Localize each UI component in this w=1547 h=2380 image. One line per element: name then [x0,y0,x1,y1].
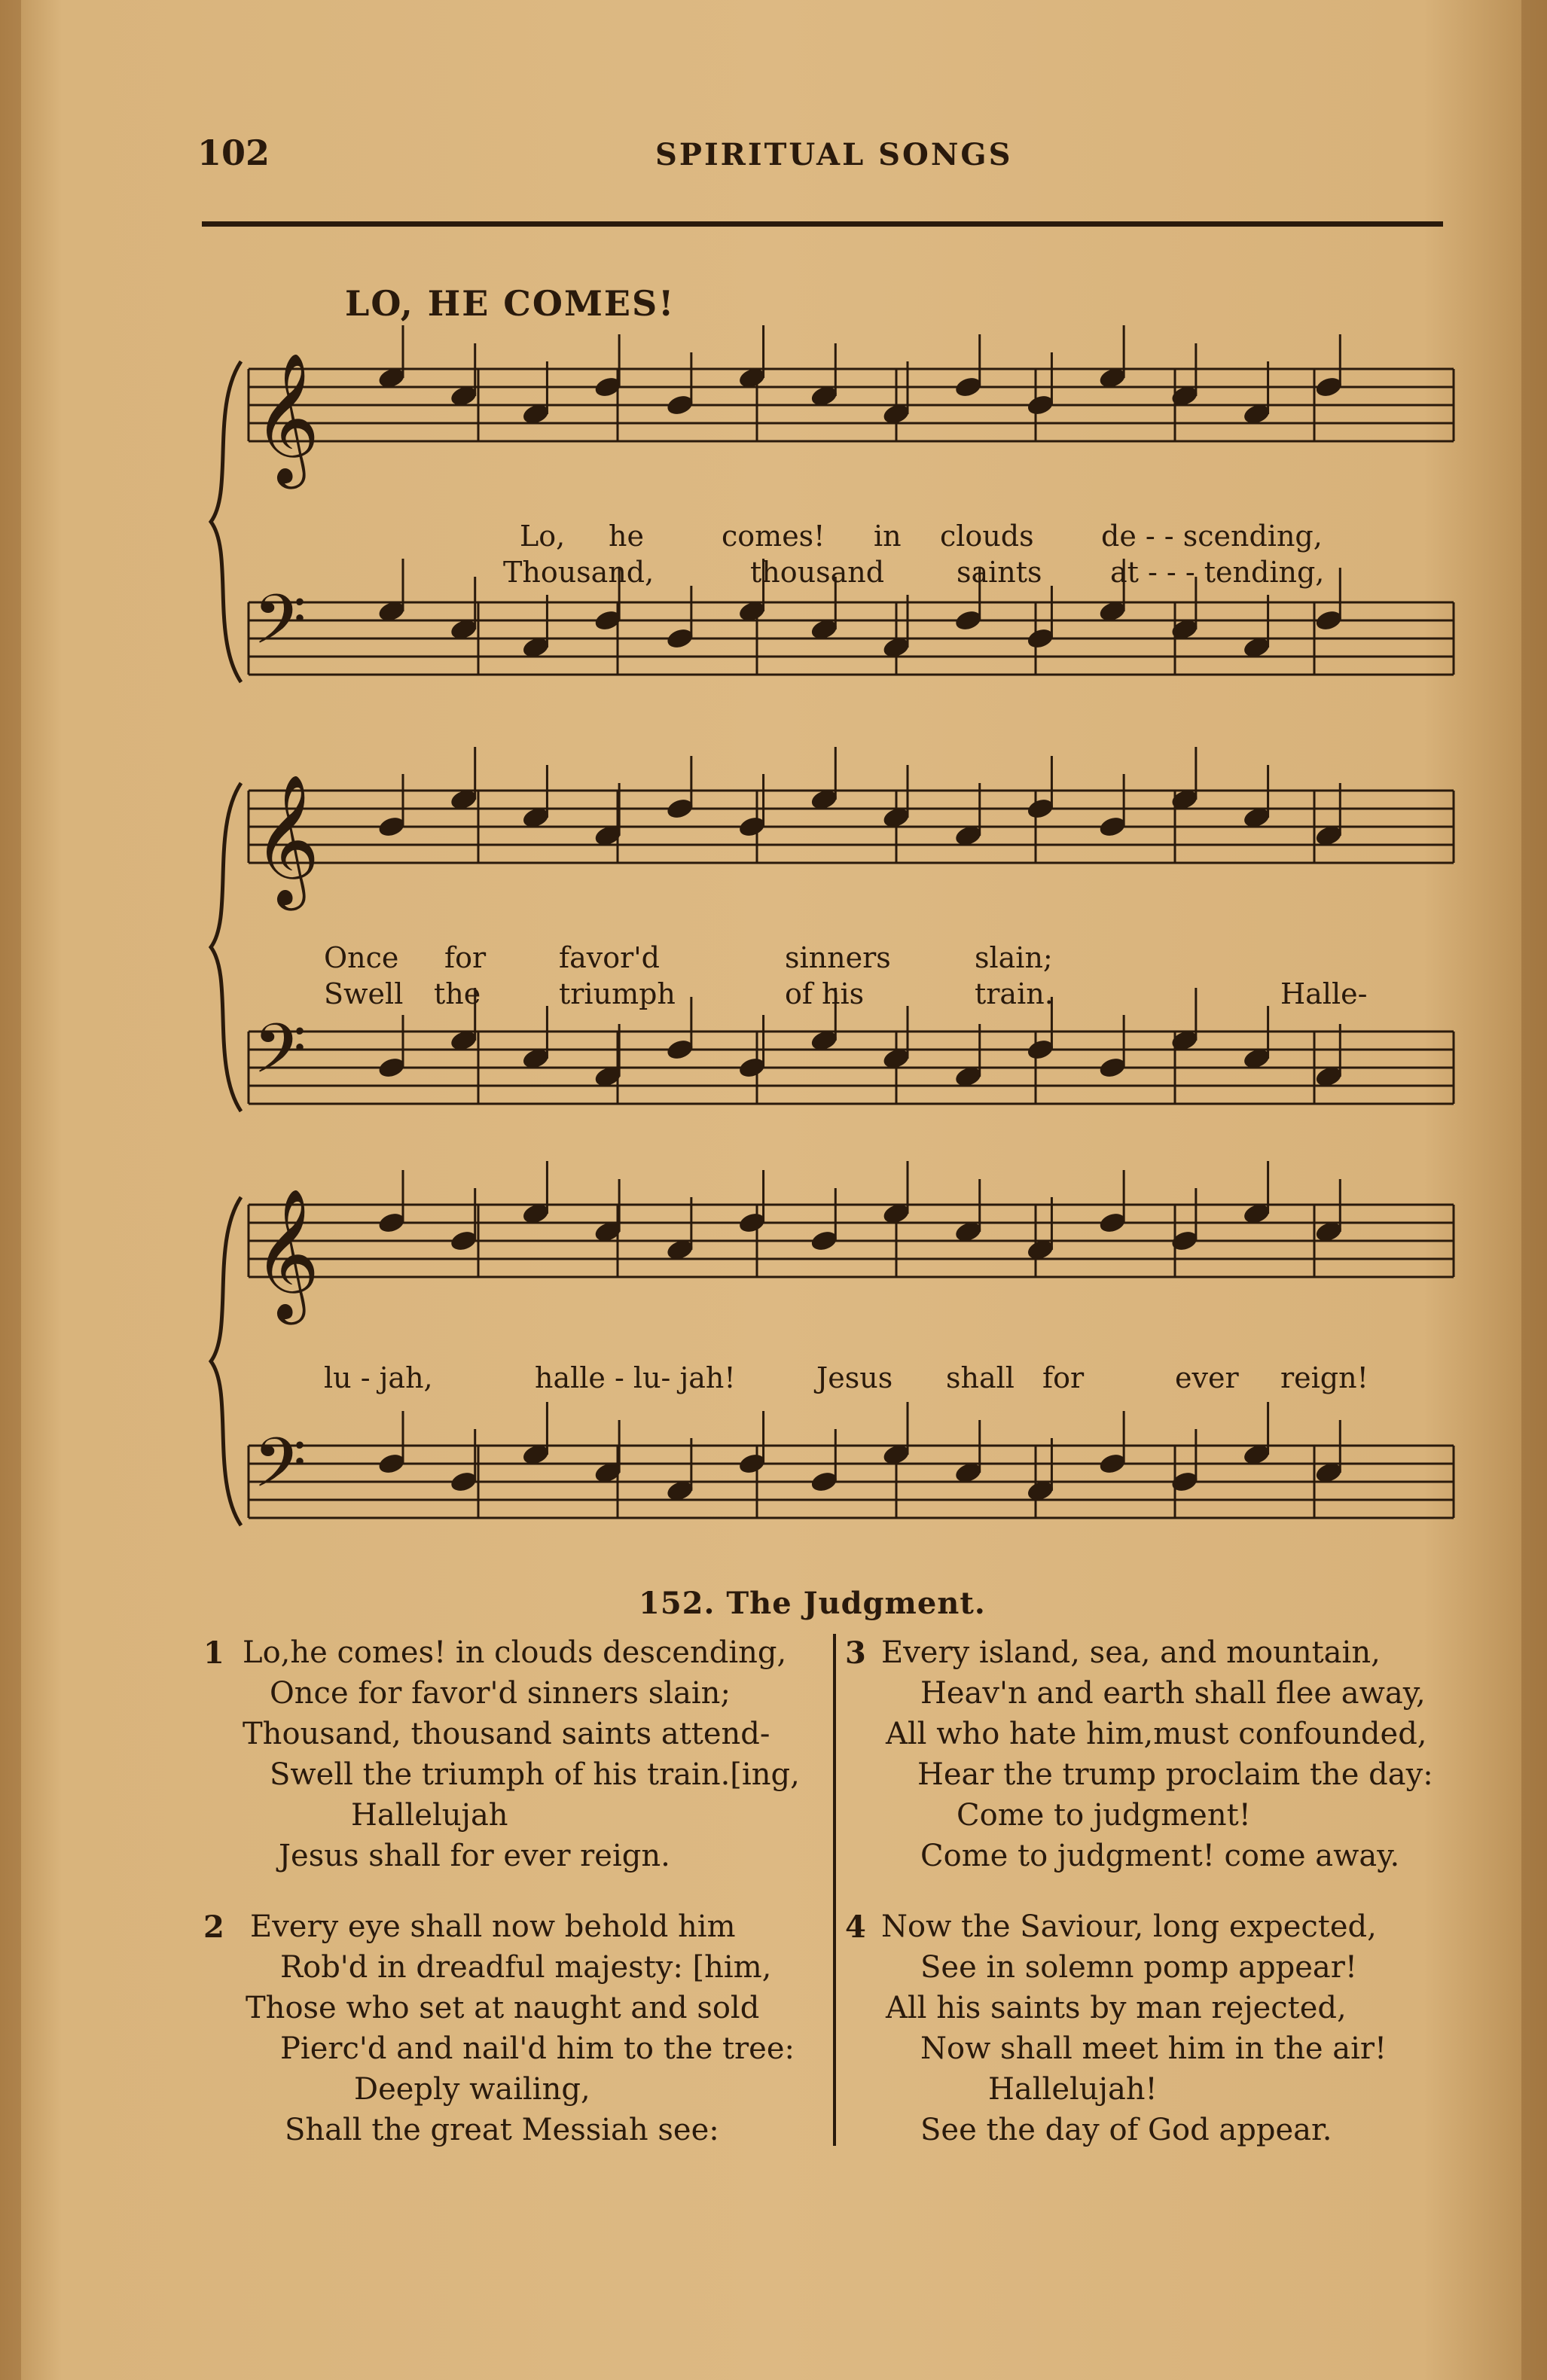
verse-2-line-4: Pierc'd and nail'd him to the tree: [280,2031,795,2066]
lyric-s2-top-5: slain; [975,941,1053,974]
bass-clef-icon: 𝄢 [253,1423,307,1519]
lyric-s2-bottom-5: train. [975,977,1054,1010]
lyric-s3-2: halle - lu- jah! [535,1361,736,1394]
lyric-s2-top-3: favor'd [559,941,661,974]
verse-1-line-4: Swell the triumph of his train.[ing, [270,1757,800,1792]
lyric-s1-top-1: Lo, [520,520,566,553]
lyric-s3-4: shall [946,1361,1015,1394]
running-head: SPIRITUAL SONGS [655,137,1013,172]
treble-clef-icon: 𝄞 [253,1188,320,1319]
song-title: LO, HE COMES! [345,283,676,324]
system-brace [211,783,241,1111]
verse-3-line-2: Heav'n and earth shall flee away, [920,1676,1426,1711]
system-brace [211,1197,241,1525]
verse-4-line-2: See in solemn pomp appear! [920,1950,1357,1985]
verse-1-line-6: Jesus shall for ever reign. [279,1839,670,1873]
verse-2-line-2: Rob'd in dreadful majesty: [him, [280,1950,772,1985]
verse-2-line-5: Deeply wailing, [354,2072,590,2107]
bass-clef-icon: 𝄢 [253,1009,307,1105]
verse-4-line-4: Now shall meet him in the air! [920,2031,1387,2066]
column-divider [833,1634,836,2146]
bass-clef-icon: 𝄢 [253,580,307,676]
lyric-s2-bottom-2: the [434,977,481,1010]
lyric-s1-bottom-3: saints [957,556,1042,589]
note-heads [377,325,1344,1503]
verse-4-line-5: Hallelujah! [988,2072,1158,2107]
lyric-s3-7: reign! [1280,1361,1368,1394]
verse-number-1: 1 [203,1635,224,1671]
lyric-s1-top-5: clouds [940,520,1034,553]
lyric-s1-bottom-2: thousand [750,556,885,589]
verse-4-line-1: Now the Saviour, long expected, [881,1909,1377,1944]
treble-clef-icon: 𝄞 [253,352,320,483]
verse-1-line-1: Lo,he comes! in clouds descending, [243,1635,787,1670]
lyric-s2-bottom-3: triumph [559,977,676,1010]
lyric-s2-bottom-6: Halle- [1280,977,1368,1010]
treble-clef-icon: 𝄞 [253,774,320,905]
verse-3-line-6: Come to judgment! come away. [920,1839,1400,1873]
page-number: 102 [197,133,270,173]
verse-1-line-2: Once for favor'd sinners slain; [270,1676,731,1711]
verse-2-line-3: Those who set at naught and sold [246,1991,760,2025]
lyric-s2-top-4: sinners [785,941,891,974]
verse-4-line-3: All his saints by man rejected, [886,1991,1347,2025]
lyric-s2-top-2: for [444,941,487,974]
verse-number-2: 2 [203,1909,224,1945]
verse-2-line-6: Shall the great Messiah see: [285,2113,719,2147]
verse-3-line-3: All who hate him,must confounded, [886,1717,1427,1751]
verse-1-line-3: Thousand, thousand saints attend- [243,1717,770,1751]
lyric-s3-5: for [1042,1361,1085,1394]
lyric-s1-bottom-1: Thousand, [503,556,654,589]
lyric-s2-bottom-1: Swell [324,977,404,1010]
clef-glyphs [253,352,320,1519]
lyric-s1-top-3: comes! [722,520,825,553]
lyric-s1-top-6: de - - scending, [1101,520,1323,553]
verse-number-3: 3 [845,1635,866,1671]
lyric-s3-1: lu - jah, [324,1361,433,1394]
lyric-s1-bottom-4: at - - - tending, [1110,556,1325,589]
verse-number-4: 4 [845,1909,866,1945]
verse-3-line-4: Hear the trump proclaim the day: [917,1757,1433,1792]
verse-4-line-6: See the day of God appear. [920,2113,1332,2147]
lyric-s1-top-2: he [609,520,644,553]
lyric-s3-3: Jesus [816,1361,893,1394]
verse-3-line-5: Come to judgment! [957,1798,1251,1833]
lyric-s2-bottom-4: of his [785,977,865,1010]
lyric-s3-6: ever [1175,1361,1239,1394]
system-brace [211,361,241,682]
lyric-s1-top-4: in [874,520,902,553]
verse-3-line-1: Every island, sea, and mountain, [881,1635,1381,1670]
verse-2-line-1: Every eye shall now behold him [250,1909,736,1944]
lyric-s2-top-1: Once [324,941,399,974]
hymn-heading: 152. The Judgment. [639,1586,986,1621]
verse-1-line-5: Hallelujah [351,1798,508,1833]
